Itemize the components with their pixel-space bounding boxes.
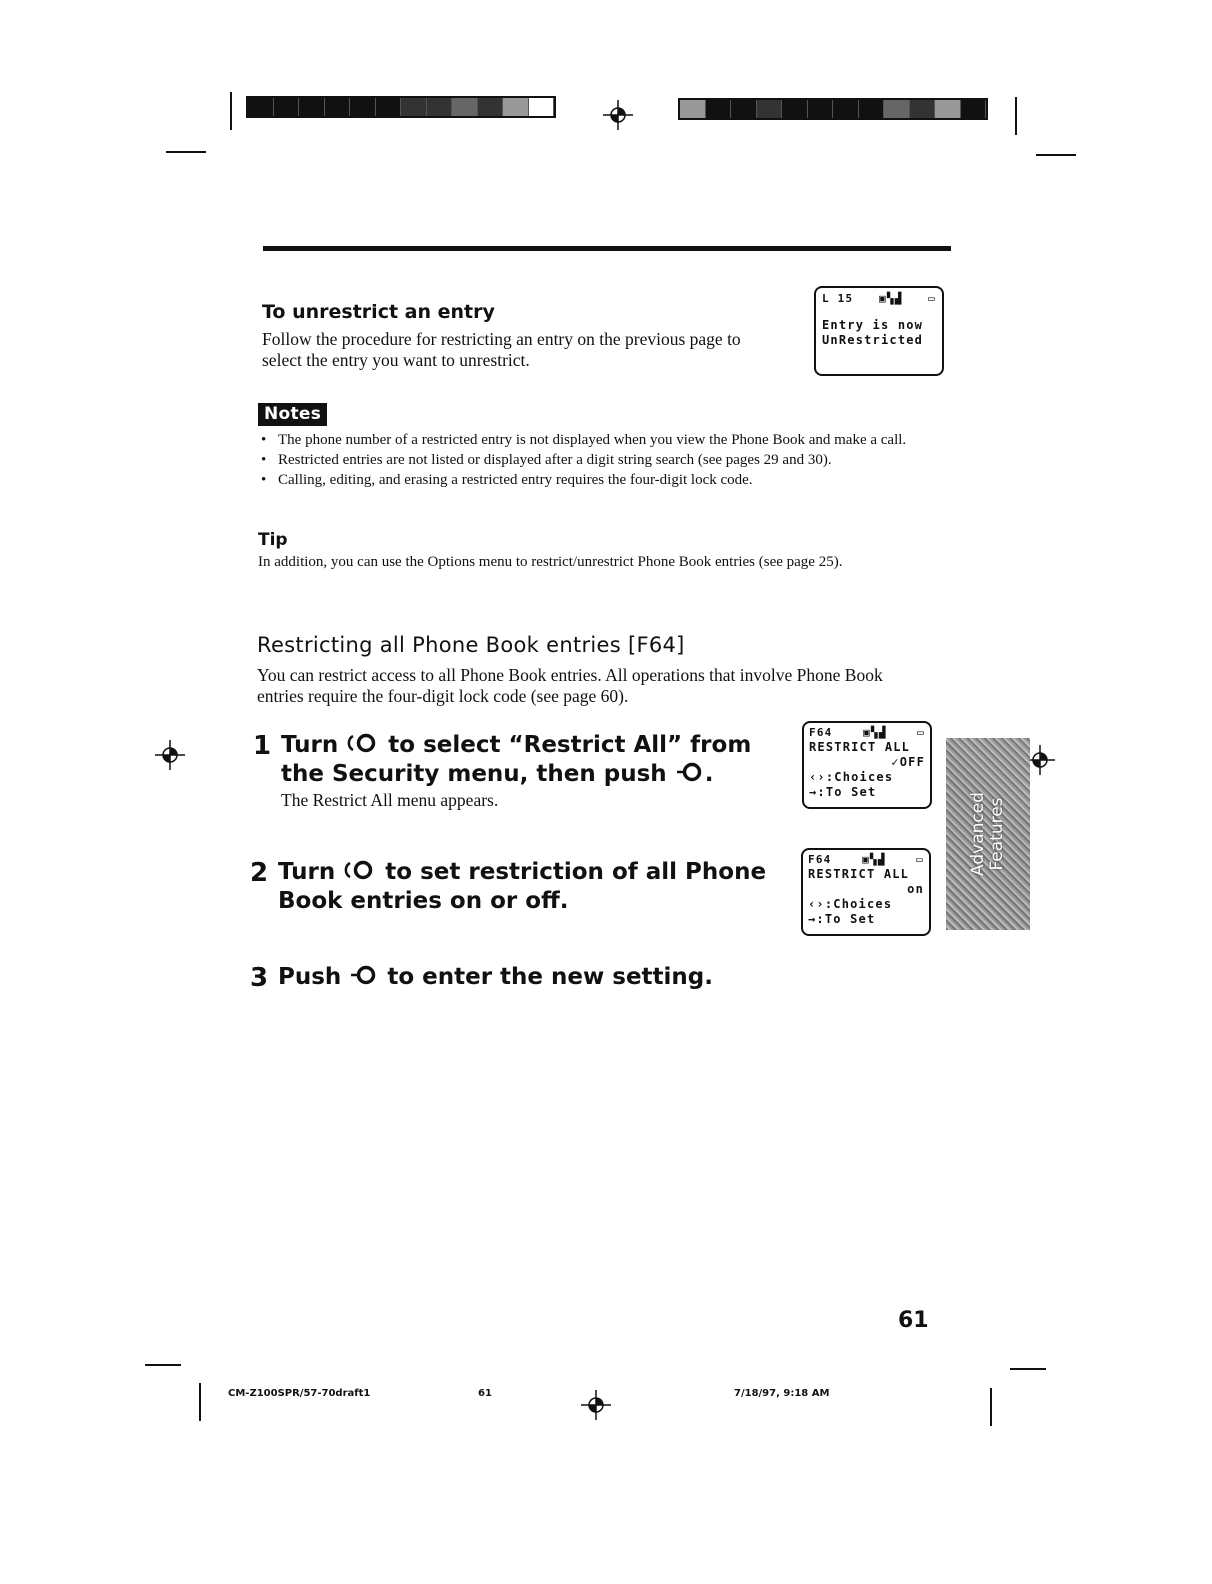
unrestrict-body: Follow the procedure for restricting an entry on the previous page to select the entry you want to unrestrict. xyxy=(262,329,741,370)
section-intro: You can restrict access to all Phone Book entries. All operations that involve Phone Book entries require the four-digit lock code (see page 60). xyxy=(257,665,883,706)
step-instruction xyxy=(278,963,850,992)
color-bar-left xyxy=(246,96,556,118)
lcd-line: on xyxy=(907,882,924,896)
step-result: The Restrict All menu appears. xyxy=(281,790,499,810)
jog-dial-push-icon xyxy=(349,964,379,986)
notes-list xyxy=(258,432,948,489)
battery-icon: ▭ xyxy=(917,726,925,739)
registration-mark-icon xyxy=(603,100,633,130)
lcd-restrict-all-on xyxy=(801,848,931,936)
battery-icon: ▭ xyxy=(928,292,936,305)
crop-mark-top-left xyxy=(230,92,232,130)
lcd-status-bar xyxy=(822,291,936,306)
section-rule xyxy=(263,246,951,251)
step-text-part: Turn xyxy=(281,732,339,758)
lcd-line: Entry is now xyxy=(822,318,924,332)
lcd-status-bar xyxy=(808,852,924,867)
lcd-line: ✓OFF xyxy=(891,755,925,769)
note-item: • Restricted entries are not listed or displayed after a digit string search (see pages 29 and 30). xyxy=(258,452,948,469)
lcd-line: →:To Set xyxy=(809,785,877,799)
lcd-line: ‹›:Choices xyxy=(809,770,894,784)
step-text-part: Push xyxy=(278,964,342,990)
lcd-status-bar xyxy=(809,725,925,740)
step-text-part: Turn xyxy=(278,859,336,885)
step-number: 2 xyxy=(250,858,269,888)
crop-mark-bottom-left xyxy=(199,1383,201,1421)
lcd-line: UnRestricted xyxy=(822,333,924,347)
lcd-line: ‹›:Choices xyxy=(808,897,893,911)
step-instruction xyxy=(281,731,783,789)
side-tab-label xyxy=(969,792,1007,876)
step-text-part: to enter the new setting. xyxy=(387,964,713,990)
notes-block xyxy=(258,404,948,492)
step-instruction xyxy=(278,858,785,916)
registration-mark-icon xyxy=(581,1390,611,1420)
crop-mark-top-right xyxy=(1015,97,1017,135)
color-bar-right xyxy=(678,98,988,120)
note-item: • The phone number of a restricted entry is not displayed when you view the Phone Book and make a call. xyxy=(258,432,948,449)
side-tab-advanced-features xyxy=(946,738,1030,930)
step-text-part: to select “Restrict All” from the Security menu, then push xyxy=(281,732,752,787)
lcd-status-location: L 15 xyxy=(822,292,854,305)
step-text-part: to set restriction of all Phone Book entries on or off. xyxy=(278,859,767,914)
signal-icon: ▣▚▟ xyxy=(862,853,886,866)
step-3 xyxy=(250,963,850,992)
side-tab-line: Advanced xyxy=(968,792,988,876)
unrestrict-block xyxy=(262,301,762,371)
footer-file: CM-Z100SPR/57-70draft1 xyxy=(228,1388,371,1399)
lcd-line: RESTRICT ALL xyxy=(808,867,910,881)
lcd-status-function: F64 xyxy=(808,853,832,866)
step-1 xyxy=(253,731,783,811)
step-2 xyxy=(250,858,785,916)
tip-block xyxy=(258,530,938,571)
crop-mark-top-left-h xyxy=(166,151,206,153)
lcd-unrestricted xyxy=(814,286,944,376)
page-number: 61 xyxy=(898,1308,929,1333)
unrestrict-heading: To unrestrict an entry xyxy=(262,301,495,323)
section-title: Restricting all Phone Book entries [F64] xyxy=(257,633,685,657)
lcd-line: →:To Set xyxy=(808,912,876,926)
note-item: • Calling, editing, and erasing a restricted entry requires the four-digit lock code. xyxy=(258,472,948,489)
notes-badge: Notes xyxy=(258,403,327,426)
lcd-restrict-all-off xyxy=(802,721,932,809)
battery-icon: ▭ xyxy=(916,853,924,866)
crop-mark-top-right-h xyxy=(1036,154,1076,156)
step-number: 1 xyxy=(253,731,272,761)
signal-icon: ▣▚▟ xyxy=(879,292,903,305)
crop-mark-bottom-right-h xyxy=(1010,1368,1046,1370)
lcd-status-function: F64 xyxy=(809,726,833,739)
tip-body: In addition, you can use the Options menu to restrict/unrestrict Phone Book entries (see page 25). xyxy=(258,554,843,570)
footer-page: 61 xyxy=(478,1388,492,1399)
restrict-all-section xyxy=(257,633,937,707)
step-text-part: . xyxy=(704,761,714,787)
jog-dial-push-icon xyxy=(675,761,705,783)
crop-mark-bottom-right xyxy=(990,1388,992,1426)
crop-mark-bottom-left-h xyxy=(145,1364,181,1366)
lcd-line: RESTRICT ALL xyxy=(809,740,911,754)
jog-dial-turn-icon xyxy=(346,732,380,754)
footer-timestamp: 7/18/97, 9:18 AM xyxy=(734,1388,830,1399)
tip-heading: Tip xyxy=(258,530,288,550)
side-tab-line: Features xyxy=(987,797,1007,871)
jog-dial-turn-icon xyxy=(343,859,377,881)
registration-mark-icon xyxy=(155,740,185,770)
signal-icon: ▣▚▟ xyxy=(863,726,887,739)
step-number: 3 xyxy=(250,963,269,993)
